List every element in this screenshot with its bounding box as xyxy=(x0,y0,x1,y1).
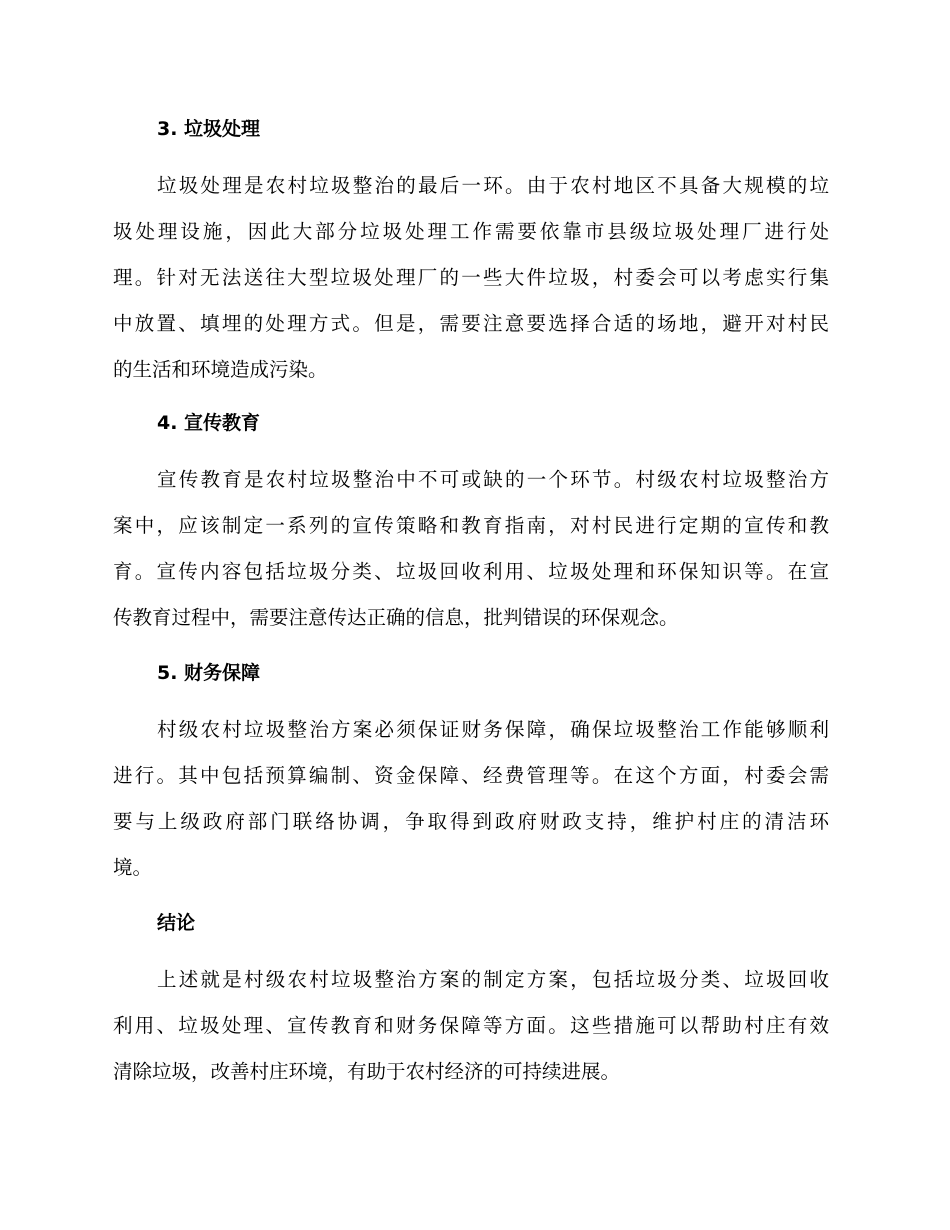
paragraph-line: 圾处理设施，因此大部分垃圾处理工作需要依靠市县级垃圾处理厂进行处 xyxy=(113,220,829,243)
paragraph-financial-guarantee xyxy=(113,707,829,891)
paragraph-line: 利用、垃圾处理、宣传教育和财务保障等方面。这些措施可以帮助村庄有效 xyxy=(113,1014,829,1037)
paragraph-line: 上述就是村级农村垃圾整治方案的制定方案，包括垃圾分类、垃圾回收 xyxy=(157,968,829,991)
paragraph-line: 宣传教育是农村垃圾整治中不可或缺的一个环节。村级农村垃圾整治方 xyxy=(157,468,829,491)
section-heading-publicity-education: 4. 宣传教育 xyxy=(157,412,261,434)
paragraph-line: 育。宣传内容包括垃圾分类、垃圾回收利用、垃圾处理和环保知识等。在宣 xyxy=(113,560,829,583)
paragraph-conclusion xyxy=(113,957,829,1095)
paragraph-line: 的生活和环境造成污染。 xyxy=(113,358,328,381)
section-heading-waste-disposal: 3. 垃圾处理 xyxy=(157,118,261,140)
paragraph-line: 进行。其中包括预算编制、资金保障、经费管理等。在这个方面，村委会需 xyxy=(113,764,829,787)
paragraph-line: 垃圾处理是农村垃圾整治的最后一环。由于农村地区不具备大规模的垃 xyxy=(157,174,829,197)
section-heading-financial-guarantee: 5. 财务保障 xyxy=(157,662,261,684)
section-heading-conclusion: 结论 xyxy=(157,912,196,934)
paragraph-line: 理。针对无法送往大型垃圾处理厂的一些大件垃圾，村委会可以考虑实行集 xyxy=(113,266,829,289)
paragraph-waste-disposal xyxy=(113,163,829,393)
paragraph-line: 传教育过程中，需要注意传达正确的信息，批判错误的环保观念。 xyxy=(113,606,679,629)
paragraph-line: 案中，应该制定一系列的宣传策略和教育指南，对村民进行定期的宣传和教 xyxy=(113,514,829,537)
paragraph-line: 村级农村垃圾整治方案必须保证财务保障，确保垃圾整治工作能够顺利 xyxy=(157,718,829,741)
paragraph-line: 要与上级政府部门联络协调，争取得到政府财政支持，维护村庄的清洁环 xyxy=(113,810,829,833)
paragraph-line: 境。 xyxy=(113,856,153,879)
paragraph-line: 清除垃圾，改善村庄环境，有助于农村经济的可持续进展。 xyxy=(113,1060,621,1083)
paragraph-publicity-education xyxy=(113,457,829,641)
paragraph-line: 中放置、填埋的处理方式。但是，需要注意要选择合适的场地，避开对村民 xyxy=(113,312,829,335)
